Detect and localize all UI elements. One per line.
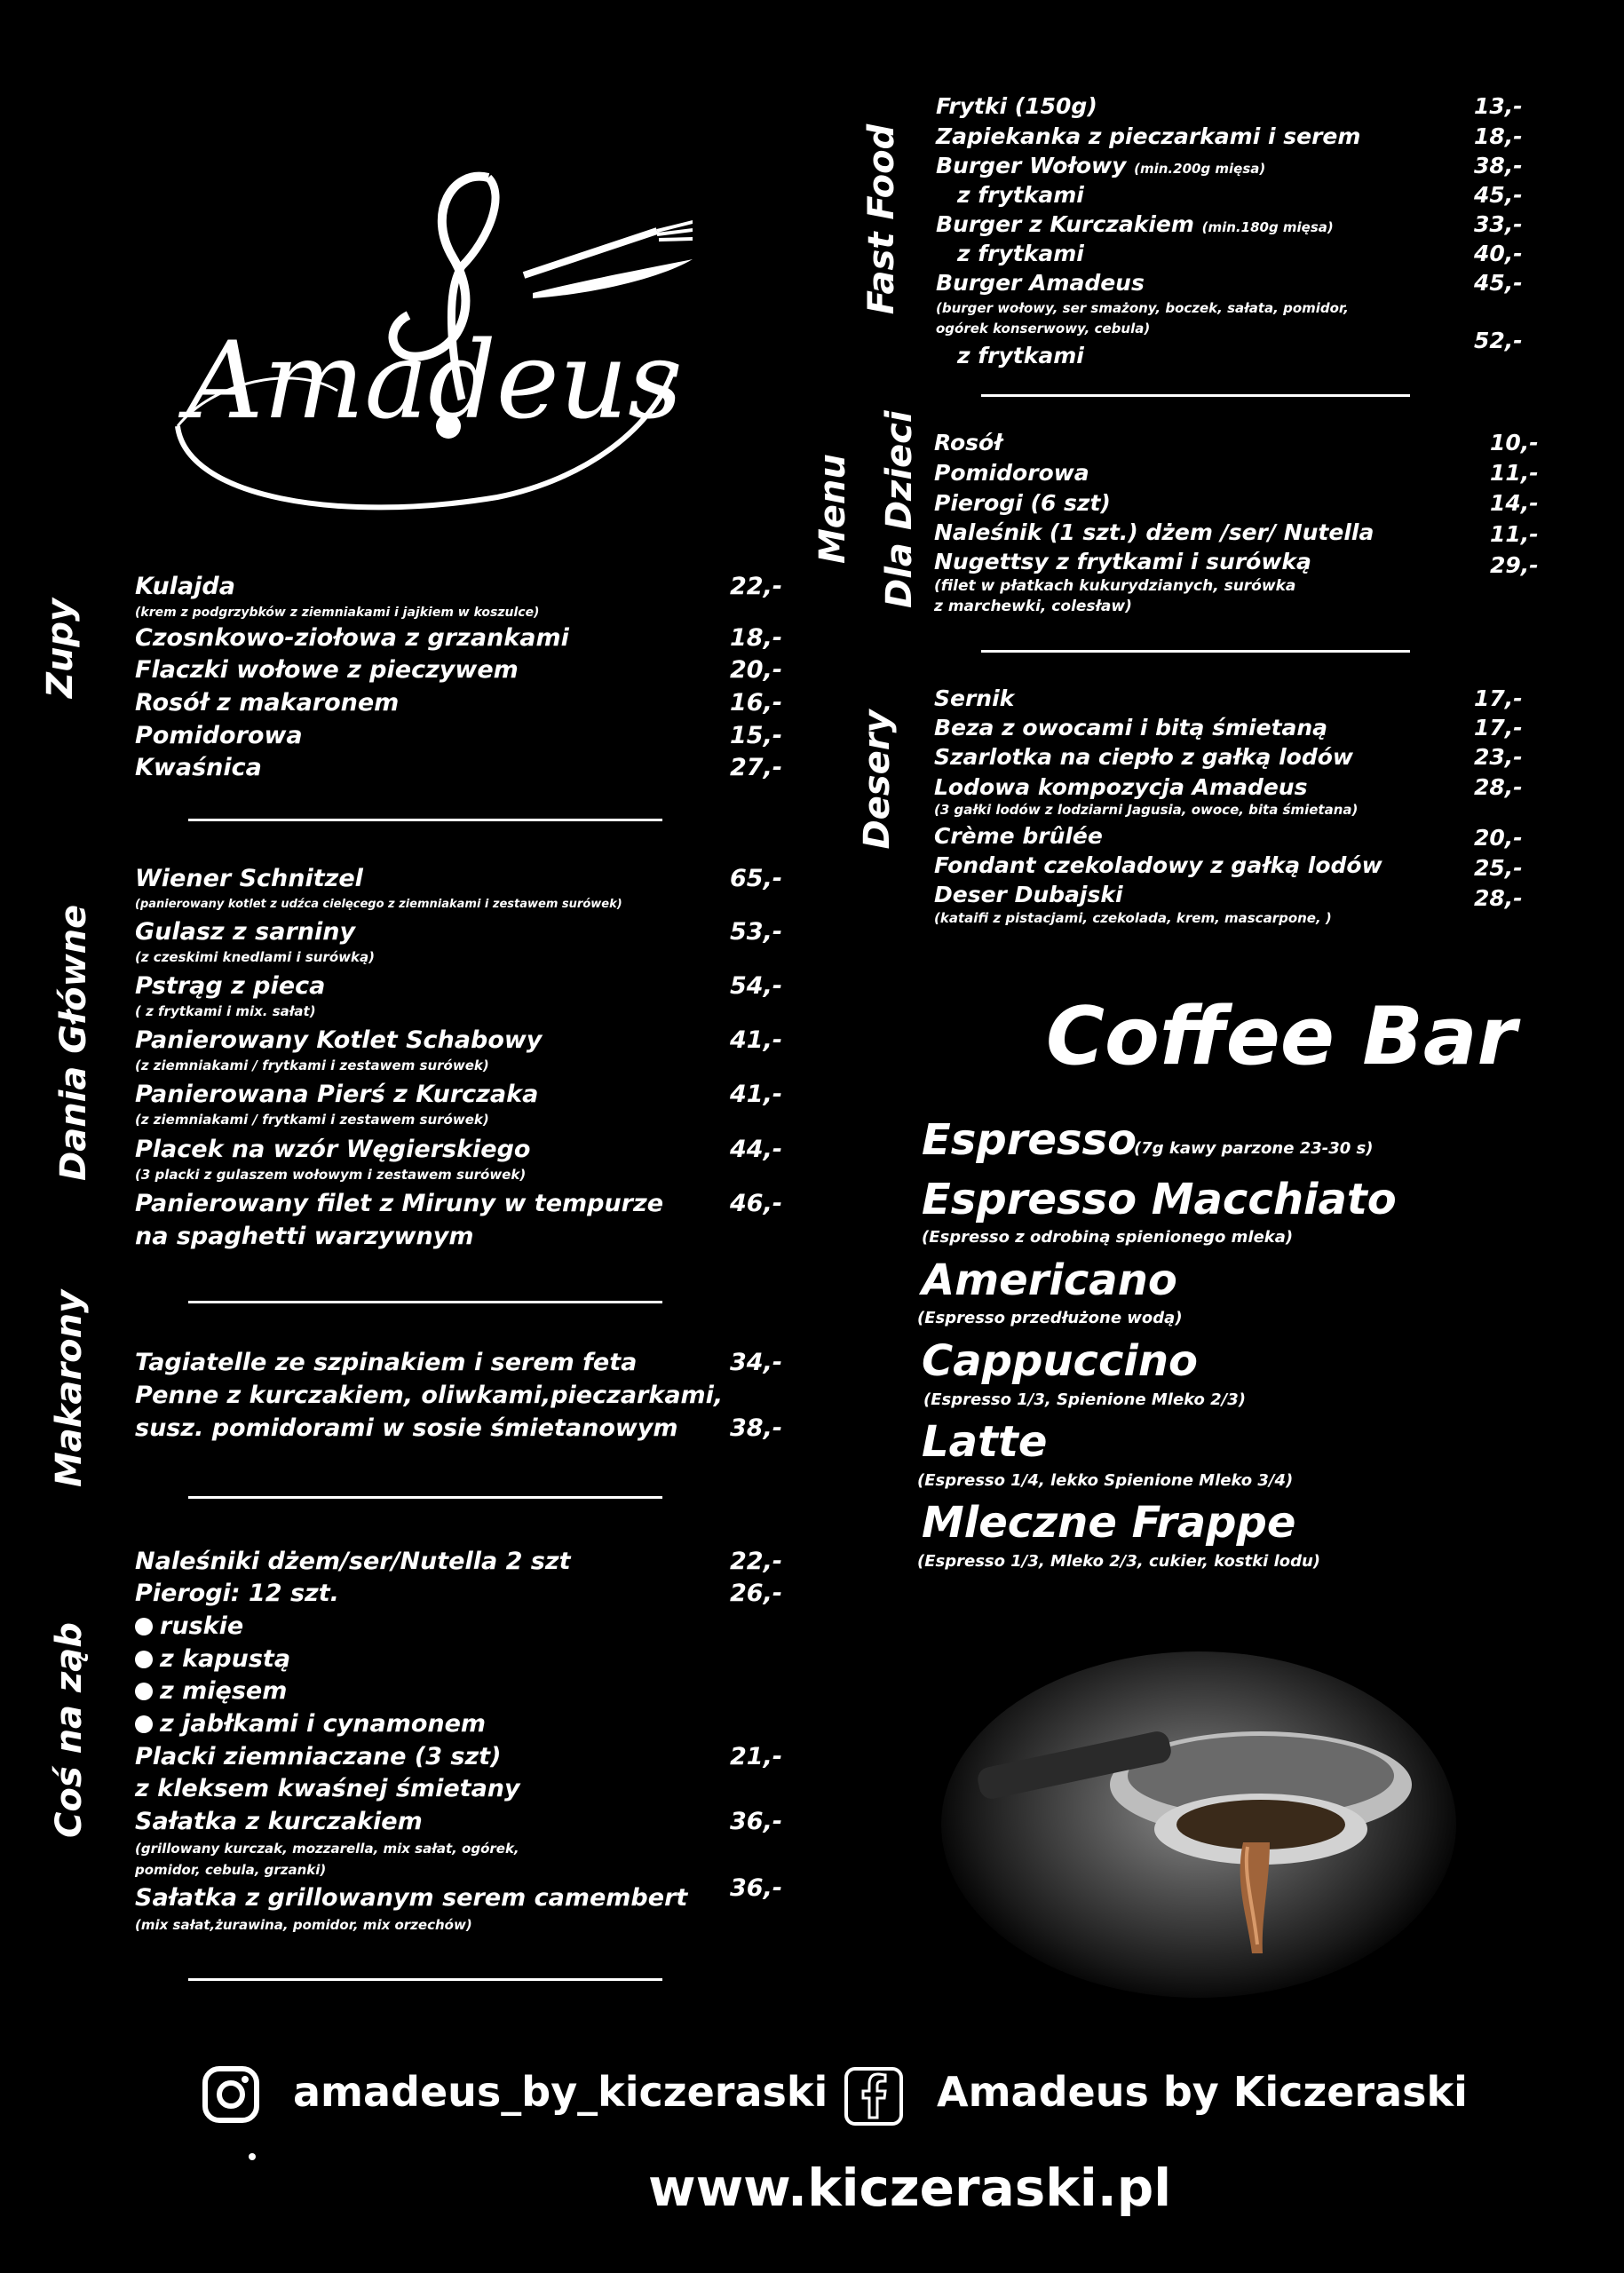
pierogi-option: z kapustą	[135, 1644, 290, 1675]
menu-item-name: Naleśnik (1 szt.) dżem /ser/ Nutella	[934, 519, 1374, 545]
menu-item-name: Burger Wołowy (min.200g mięsa)	[936, 153, 1266, 178]
menu-item-price: 11,-	[1490, 521, 1539, 547]
menu-item-price: 28,-	[1474, 774, 1523, 800]
menu-item-name: z frytkami	[957, 343, 1084, 368]
menu-item-name: Pstrąg z pieca	[135, 972, 326, 1000]
menu-item-price: 54,-	[730, 972, 783, 1000]
menu-item-price: 45,-	[1474, 270, 1523, 296]
menu-item-note: (grillowany kurczak, mozzarella, mix sałat, ogórek,	[135, 1841, 519, 1857]
category-desery: Desery	[857, 709, 898, 850]
menu-item-name: Sałatka z kurczakiem	[135, 1808, 423, 1835]
menu-item-name: Kulajda	[135, 573, 235, 600]
menu-item-note: (z ziemniakami / frytkami i zestawem surówek)	[135, 1112, 489, 1128]
menu-item-name: Szarlotka na ciepło z gałką lodów	[934, 744, 1354, 770]
menu-item-price: 52,-	[1474, 328, 1523, 353]
menu-item-price: 38,-	[730, 1414, 783, 1442]
coffee-item-note: (Espresso przedłużone wodą)	[917, 1309, 1183, 1327]
menu-item-name: Pomidorowa	[135, 722, 303, 749]
menu-item-price: 18,-	[1474, 123, 1523, 149]
menu-item-note: (burger wołowy, ser smażony, boczek, sałata, pomidor,	[936, 300, 1349, 316]
facebook-page-name: Amadeus by Kiczeraski	[937, 2068, 1468, 2116]
menu-item-price: 65,-	[730, 865, 783, 892]
coffee-item-name: Americano	[922, 1255, 1177, 1305]
menu-item-price: 22,-	[730, 573, 783, 600]
menu-item-price: 44,-	[730, 1136, 783, 1163]
menu-item-price: 46,-	[730, 1190, 783, 1217]
menu-item-name: z frytkami	[957, 182, 1084, 208]
menu-item-name: Flaczki wołowe z pieczywem	[135, 656, 519, 684]
category-cos-na-zab: Coś na ząb	[49, 1622, 90, 1838]
menu-item-name: Burger Amadeus	[936, 270, 1145, 296]
menu-item-name: Placki ziemniaczane (3 szt)	[135, 1743, 502, 1770]
menu-item-price: 22,-	[730, 1548, 783, 1575]
menu-item-name: Naleśniki dżem/ser/Nutella 2 szt	[135, 1548, 571, 1575]
menu-item-price: 15,-	[730, 722, 783, 749]
divider	[981, 650, 1410, 653]
menu-item-name: Czosnkowo-ziołowa z grzankami	[135, 624, 569, 652]
menu-item-name: Kwaśnica	[135, 754, 262, 781]
menu-item-name: z frytkami	[957, 241, 1084, 266]
menu-item-note: (3 gałki lodów z lodziarni Jagusia, owoce, bita śmietana)	[934, 802, 1359, 818]
menu-item-price: 23,-	[1474, 744, 1523, 770]
divider	[188, 1978, 662, 1981]
menu-item-name: Pierogi: 12 szt.	[135, 1580, 339, 1607]
menu-item-name: Frytki (150g)	[936, 93, 1097, 119]
menu-item-name: Deser Dubajski	[934, 882, 1123, 907]
bullet-icon	[135, 1683, 153, 1700]
menu-item-note: ogórek konserwowy, cebula)	[936, 321, 1151, 337]
menu-item-name: Rosół z makaronem	[135, 689, 400, 717]
pierogi-option: z mięsem	[135, 1676, 287, 1707]
menu-item-price: 17,-	[1474, 715, 1523, 741]
menu-item-price: 34,-	[730, 1349, 783, 1376]
bullet-icon	[135, 1651, 153, 1668]
menu-item-name: Zapiekanka z pieczarkami i serem	[936, 123, 1361, 149]
divider	[981, 394, 1410, 397]
menu-item-price: 17,-	[1474, 685, 1523, 711]
menu-item-note: (z czeskimi knedlami i surówką)	[135, 949, 375, 965]
bullet-icon	[135, 1715, 153, 1733]
menu-item-name: Fondant czekoladowy z gałką lodów	[934, 852, 1382, 878]
menu-item-name: Rosół	[934, 430, 1002, 455]
logo	[160, 160, 693, 533]
menu-item-name: Crème brûlée	[934, 823, 1103, 849]
menu-item-name: Placek na wzór Węgierskiego	[135, 1136, 531, 1163]
menu-item-price: 36,-	[730, 1874, 783, 1902]
menu-item-name: Tagiatelle ze szpinakiem i serem feta	[135, 1349, 638, 1376]
menu-item-name: Panierowany Kotlet Schabowy	[135, 1026, 543, 1054]
divider	[188, 1301, 662, 1303]
menu-item-price: 41,-	[730, 1026, 783, 1054]
menu-item-price: 25,-	[1474, 855, 1523, 881]
dot-mark	[249, 2153, 256, 2160]
bullet-icon	[135, 1618, 153, 1635]
coffee-item-note: (Espresso 1/3, Mleko 2/3, cukier, kostki lodu)	[917, 1552, 1321, 1571]
menu-item-price: 41,-	[730, 1081, 783, 1108]
menu-item-note: pomidor, cebula, grzanki)	[135, 1862, 327, 1878]
menu-item-price: 33,-	[1474, 211, 1523, 237]
menu-item-price: 45,-	[1474, 182, 1523, 208]
menu-item-note: (mix sałat,żurawina, pomidor, mix orzechów)	[135, 1917, 472, 1933]
menu-item-note: z marchewki, colesław)	[934, 598, 1132, 615]
menu-item-price: 53,-	[730, 918, 783, 946]
pierogi-option: z jabłkami i cynamonem	[135, 1709, 486, 1739]
category-menu: Menu	[812, 454, 853, 564]
coffee-item-note: (7g kawy parzone 23-30 s)	[1134, 1139, 1374, 1158]
menu-item-name: Burger z Kurczakiem (min.180g mięsa)	[936, 211, 1334, 237]
coffee-item-name: Mleczne Frappe	[922, 1498, 1296, 1548]
coffee-item-name: Cappuccino	[922, 1336, 1199, 1386]
menu-item-price: 10,-	[1490, 430, 1539, 455]
menu-item-name-line2: na spaghetti warzywnym	[135, 1223, 474, 1250]
menu-item-price: 21,-	[730, 1743, 783, 1770]
category-dla-dzieci: Dla Dzieci	[879, 410, 920, 608]
coffee-bar-title: Coffee Bar	[1046, 990, 1517, 1083]
coffee-item-note: (Espresso 1/3, Spienione Mleko 2/3)	[923, 1390, 1246, 1409]
menu-item-price: 36,-	[730, 1808, 783, 1835]
menu-item-name: Nugettsy z frytkami i surówką	[934, 549, 1311, 574]
category-zupy: Zupy	[40, 598, 81, 699]
menu-item-price: 38,-	[1474, 153, 1523, 178]
menu-item-note: (filet w płatkach kukurydzianych, surówka	[934, 577, 1296, 595]
menu-item-price: 11,-	[1490, 460, 1539, 486]
coffee-item-name: Espresso Macchiato	[922, 1175, 1397, 1224]
menu-item-name: Lodowa kompozycja Amadeus	[934, 774, 1308, 800]
divider	[188, 819, 662, 821]
menu-item-name: Penne z kurczakiem, oliwkami,pieczarkami,	[135, 1382, 724, 1409]
coffee-item-note: (Espresso 1/4, lekko Spienione Mleko 3/4)	[917, 1471, 1294, 1490]
menu-item-note: ( z frytkami i mix. sałat)	[135, 1003, 316, 1019]
menu-item-note: (3 placki z gulaszem wołowym i zestawem surówek)	[135, 1167, 527, 1183]
instagram-icon	[202, 2066, 259, 2123]
coffee-item-note: (Espresso z odrobiną spienionego mleka)	[922, 1228, 1294, 1247]
menu-item-note: (kataifi z pistacjami, czekolada, krem, mascarpone, )	[934, 910, 1332, 926]
menu-item-price: 20,-	[730, 656, 783, 684]
logo-text: Amadeus	[186, 320, 683, 443]
menu-item-price: 29,-	[1490, 552, 1539, 578]
menu-item-name-line2: z kleksem kwaśnej śmietany	[135, 1775, 520, 1802]
menu-item-name: Sernik	[934, 685, 1015, 711]
divider	[188, 1496, 662, 1499]
menu-item-price: 28,-	[1474, 885, 1523, 911]
menu-item-price: 14,-	[1490, 490, 1539, 516]
menu-item-name: Panierowana Pierś z Kurczaka	[135, 1081, 539, 1108]
menu-item-name: Gulasz z sarniny	[135, 918, 356, 946]
menu-item-note: (z ziemniakami / frytkami i zestawem surówek)	[135, 1057, 489, 1073]
espresso-graphic	[941, 1651, 1456, 1998]
coffee-item-name: Latte	[922, 1417, 1048, 1467]
menu-item-price: 40,-	[1474, 241, 1523, 266]
category-makarony: Makarony	[49, 1289, 90, 1487]
coffee-item-name: Espresso	[922, 1115, 1137, 1165]
menu-item-price: 20,-	[1474, 825, 1523, 851]
menu-item-name: Pomidorowa	[934, 460, 1089, 486]
menu-item-price: 13,-	[1474, 93, 1523, 119]
facebook-icon	[844, 2066, 904, 2126]
menu-item-price: 26,-	[730, 1580, 783, 1607]
menu-item-name: Panierowany filet z Miruny w tempurze	[135, 1190, 664, 1217]
menu-item-name-line2: susz. pomidorami w sosie śmietanowym	[135, 1414, 678, 1442]
espresso-machine-image	[941, 1651, 1456, 1998]
menu-item-name: Pierogi (6 szt)	[934, 490, 1111, 516]
menu-item-note: (panierowany kotlet z udźca cielęcego z ziemniakami i zestawem surówek)	[135, 898, 622, 911]
category-fast-food: Fast Food	[861, 123, 902, 315]
menu-item-note: (krem z podgrzybków z ziemniakami i jajkiem w koszulce)	[135, 606, 540, 620]
category-dania-glowne: Dania Główne	[53, 904, 94, 1181]
menu-item-price: 16,-	[730, 689, 783, 717]
menu-item-name: Sałatka z grillowanym serem camembert	[135, 1884, 688, 1912]
menu-item-price: 27,-	[730, 754, 783, 781]
menu-item-name: Beza z owocami i bitą śmietaną	[934, 715, 1328, 741]
instagram-handle: amadeus_by_kiczeraski	[293, 2068, 828, 2116]
pierogi-option: ruskie	[135, 1612, 243, 1642]
website-link[interactable]: www.kiczeraski.pl	[648, 2158, 1172, 2218]
menu-item-price: 18,-	[730, 624, 783, 652]
menu-item-name: Wiener Schnitzel	[135, 865, 363, 892]
